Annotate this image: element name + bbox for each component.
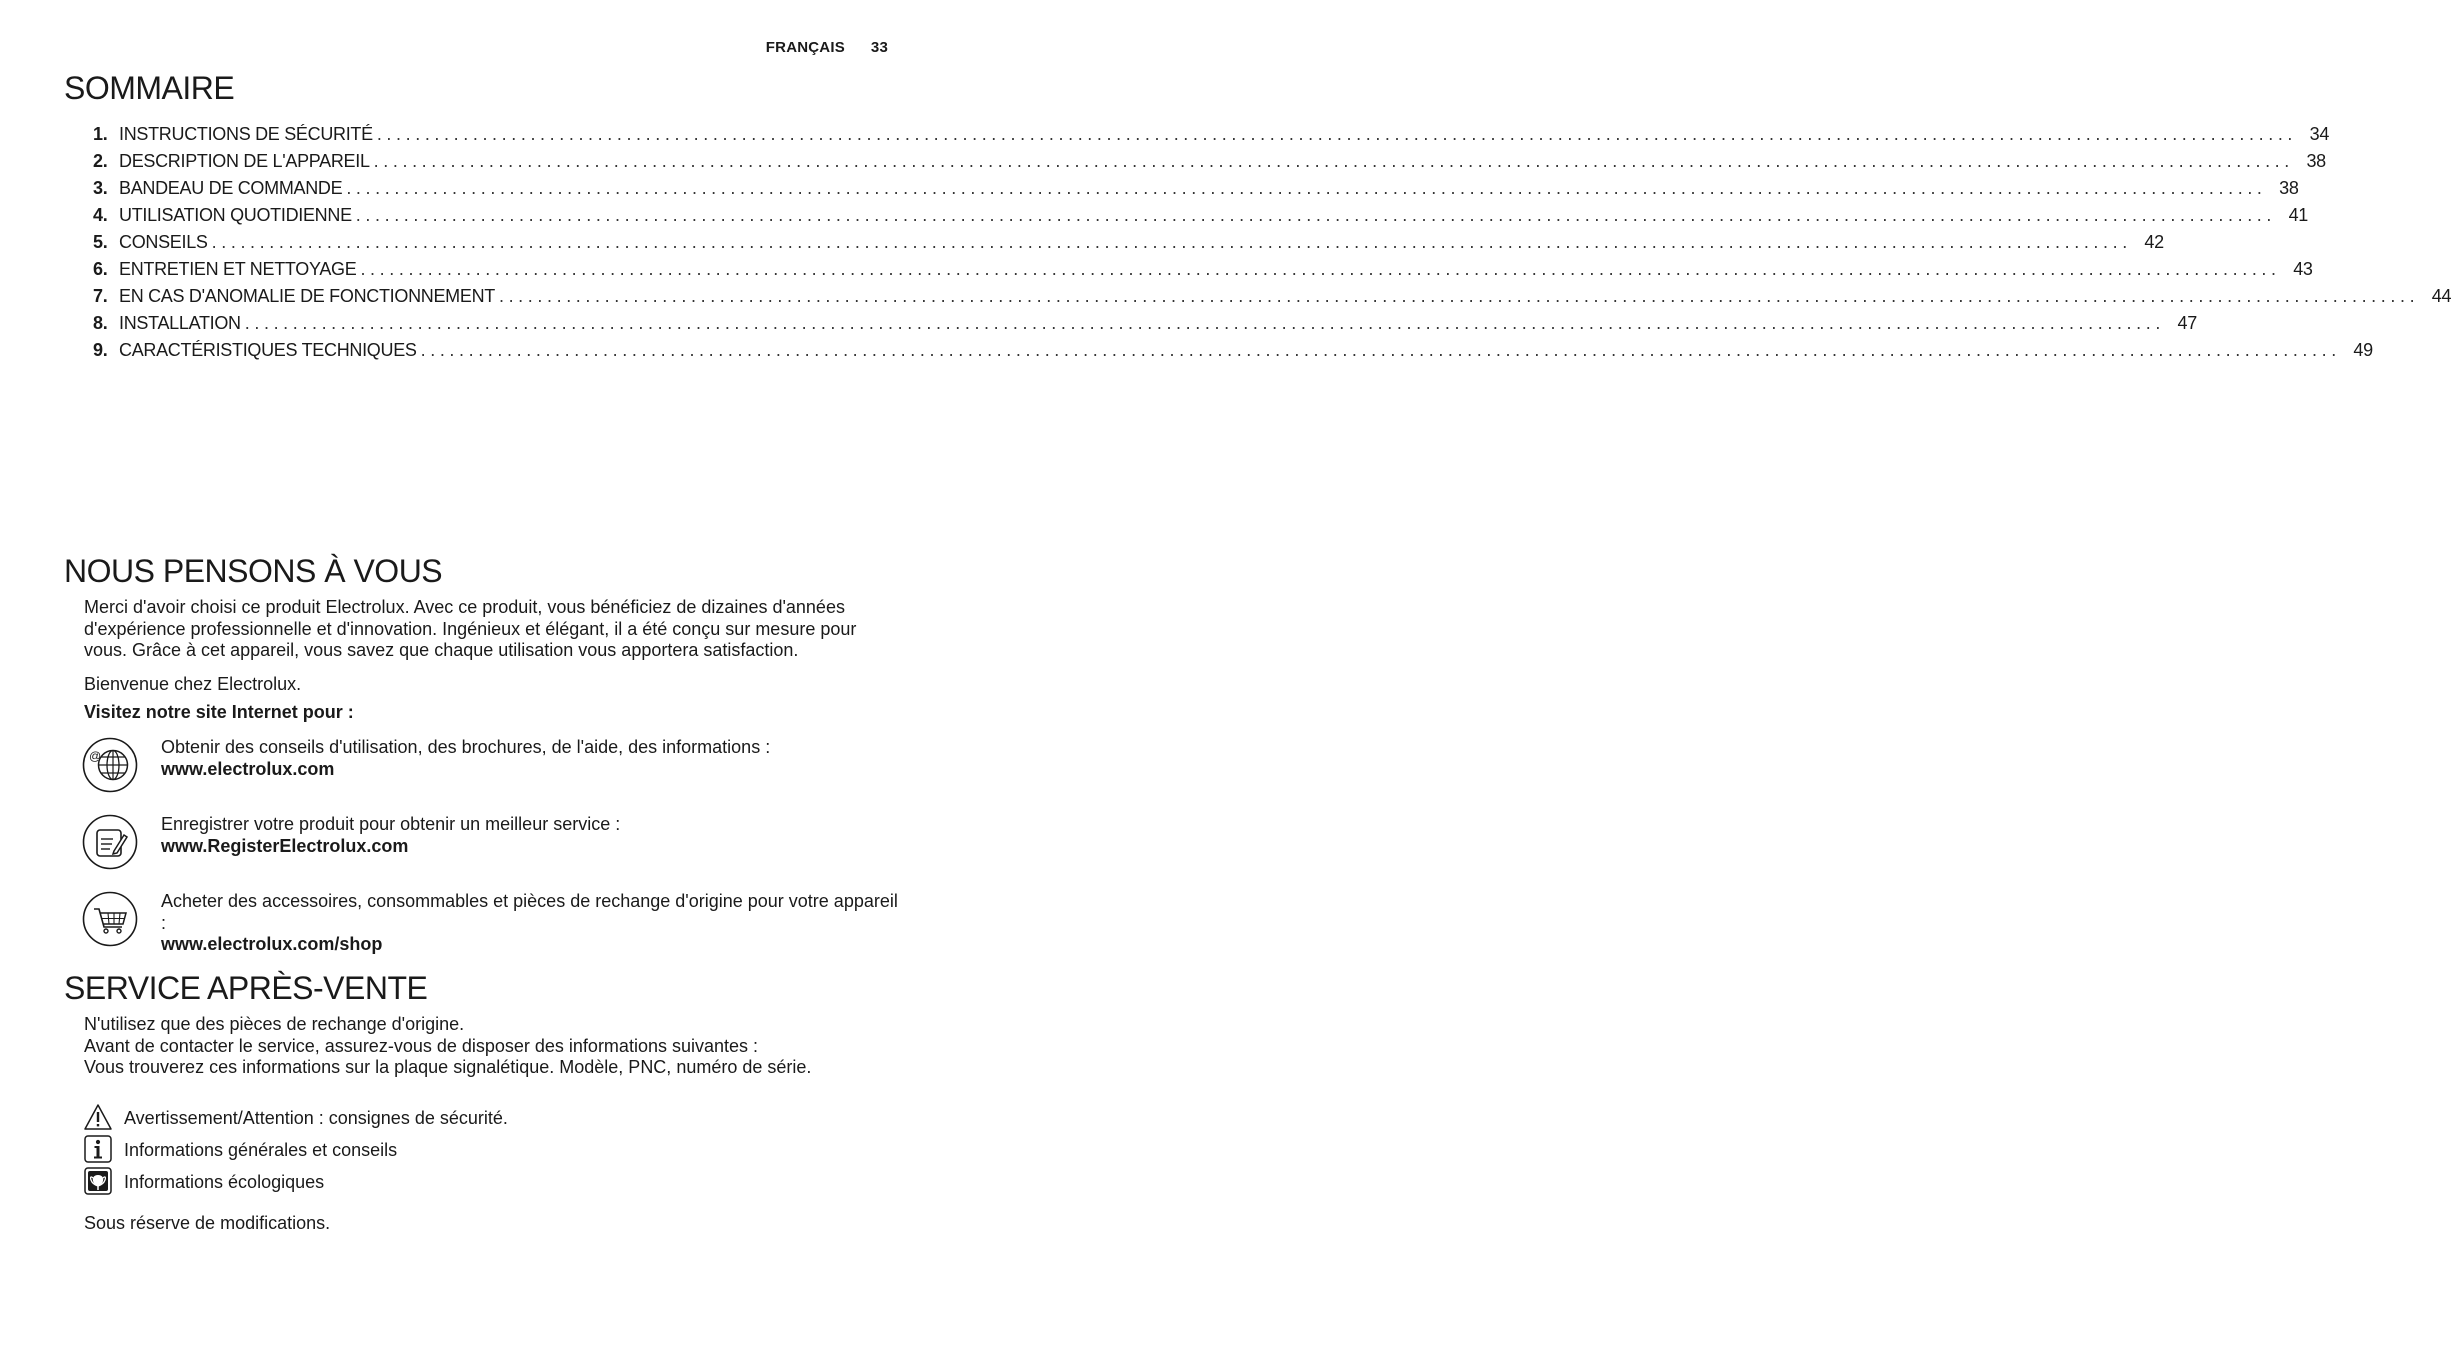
welcome-text: Bienvenue chez Electrolux. <box>84 674 302 694</box>
website-item-shop <box>82 891 902 954</box>
svg-text:@: @ <box>89 749 102 763</box>
toc-item-label: ENTRETIEN ET NETTOYAGE <box>119 259 357 279</box>
footer-note: Sous réserve de modifications. <box>84 1213 331 1233</box>
toc-item[interactable] <box>93 313 2197 340</box>
intro-paragraph: Merci d'avoir choisi ce produit Electrolux. Avec ce produit, vous bénéficiez de dizaines d'années d'expérience professionnelle et d'innovation. Ingénieux et élégant, il a été conçu sur mesure pour vous. Grâce à cet appareil, vous savez que chaque utilisation vous apportera satisfaction. <box>84 597 857 660</box>
toc-item[interactable] <box>93 232 2164 259</box>
toc-item-number: 8. <box>93 313 108 333</box>
website-link-register[interactable]: www.RegisterElectrolux.com <box>161 835 409 856</box>
legend-warning-text: Avertissement/Attention : consignes de sécurité. <box>124 1108 508 1128</box>
website-link-shop[interactable]: www.electrolux.com/shop <box>161 934 383 954</box>
toc-title: SOMMAIRE <box>64 70 235 106</box>
toc-item[interactable] <box>93 151 2326 178</box>
header-language: FRANÇAIS <box>765 39 845 56</box>
toc-leader-dots: ........................................................................................................................................................................................................ <box>498 286 2420 306</box>
toc-item-label: INSTALLATION <box>119 313 241 333</box>
toc-item-page: 38 <box>2306 151 2326 171</box>
register-notepad-icon <box>82 814 138 870</box>
toc-item-label: DESCRIPTION DE L'APPAREIL <box>119 151 370 171</box>
visit-heading: Visitez notre site Internet pour : <box>84 702 354 722</box>
toc-item-page: 42 <box>2144 232 2164 252</box>
toc-item-number: 3. <box>93 178 108 198</box>
toc-item[interactable] <box>93 205 2308 232</box>
toc-item-page: 43 <box>2293 259 2313 279</box>
toc-item[interactable] <box>93 178 2299 205</box>
eco-icon <box>84 1167 112 1195</box>
website-item-support <box>82 737 902 797</box>
website-description: Obtenir des conseils d'utilisation, des brochures, de l'aide, des informations : <box>161 737 771 757</box>
toc-leader-dots: ........................................................................................................................................................................................................ <box>360 259 2281 279</box>
toc-item[interactable] <box>93 259 2313 286</box>
table-of-contents <box>93 124 2451 367</box>
toc-item-number: 7. <box>93 286 108 306</box>
toc-item-page: 34 <box>2309 124 2330 144</box>
toc-item-page: 41 <box>2288 205 2308 225</box>
toc-leader-dots: ........................................................................................................................................................................................................ <box>420 340 2341 360</box>
warning-icon <box>84 1103 112 1131</box>
toc-leader-dots: ........................................................................................................................................................................................................ <box>211 232 2132 252</box>
toc-leader-dots: ........................................................................................................................................................................................................ <box>244 313 2165 333</box>
toc-item-label: CONSEILS <box>119 232 208 252</box>
toc-item-label: UTILISATION QUOTIDIENNE <box>119 205 352 225</box>
toc-item[interactable] <box>93 286 2451 313</box>
toc-item-number: 6. <box>93 259 108 279</box>
website-description: Acheter des accessoires, consommables et pièces de rechange d'origine pour votre appareil : <box>161 891 898 933</box>
toc-leader-dots: ........................................................................................................................................................................................................ <box>376 124 2298 144</box>
info-icon <box>84 1135 112 1163</box>
toc-item-label: BANDEAU DE COMMANDE <box>119 178 343 198</box>
service-line-1: N'utilisez que des pièces de rechange d'origine. <box>84 1014 465 1034</box>
website-item-register <box>82 814 902 874</box>
globe-icon <box>82 737 138 793</box>
toc-item-page: 47 <box>2177 313 2197 333</box>
toc-item-number: 4. <box>93 205 108 225</box>
toc-item[interactable] <box>93 124 2330 151</box>
service-line-2: Avant de contacter le service, assurez-vous de disposer des informations suivantes : <box>84 1036 759 1056</box>
toc-leader-dots: ........................................................................................................................................................................................................ <box>355 205 2276 225</box>
section-title-nous-pensons: NOUS PENSONS À VOUS <box>64 553 443 589</box>
toc-item-page: 38 <box>2279 178 2299 198</box>
legend-warning <box>84 1103 684 1133</box>
toc-item-label: CARACTÉRISTIQUES TECHNIQUES <box>119 340 417 360</box>
toc-leader-dots: ........................................................................................................................................................................................................ <box>373 151 2294 171</box>
legend-eco <box>84 1167 684 1197</box>
section-title-service: SERVICE APRÈS-VENTE <box>64 970 428 1006</box>
legend-info-text: Informations générales et conseils <box>124 1140 398 1160</box>
website-description: Enregistrer votre produit pour obtenir un meilleur service : <box>161 814 621 834</box>
service-line-3: Vous trouverez ces informations sur la plaque signalétique. Modèle, PNC, numéro de série. <box>84 1057 812 1077</box>
toc-item-number: 2. <box>93 151 108 171</box>
website-link-electrolux[interactable]: www.electrolux.com <box>161 758 335 779</box>
legend-info <box>84 1135 684 1165</box>
toc-item-number: 5. <box>93 232 108 252</box>
toc-item-number: 9. <box>93 340 108 360</box>
page-header <box>766 39 888 56</box>
toc-item[interactable] <box>93 340 2373 367</box>
shopping-cart-icon <box>82 891 138 947</box>
toc-item-page: 44 <box>2431 286 2451 306</box>
header-page-number: 33 <box>870 39 888 56</box>
legend-eco-text: Informations écologiques <box>124 1172 325 1192</box>
toc-item-page: 49 <box>2353 340 2373 360</box>
toc-item-label: INSTRUCTIONS DE SÉCURITÉ <box>119 124 373 144</box>
toc-item-label: EN CAS D'ANOMALIE DE FONCTIONNEMENT <box>119 286 495 306</box>
toc-leader-dots: ........................................................................................................................................................................................................ <box>346 178 2267 198</box>
toc-item-number: 1. <box>93 124 108 144</box>
